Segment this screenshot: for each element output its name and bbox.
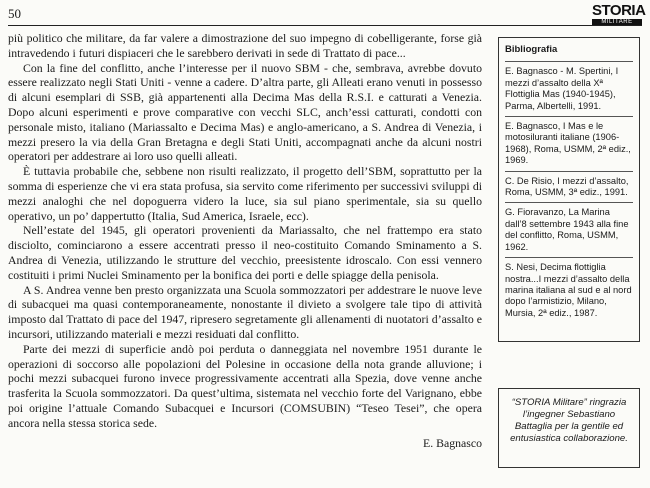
article-body [8, 31, 482, 450]
bibliography-entry: C. De Risio, I mezzi d’assalto, Roma, USMM, 3ª ediz., 1991. [505, 171, 633, 199]
bibliography-entry: S. Nesi, Decima flottiglia nostra...I mezzi d’assalto della marina italiana al sud e al nord dopo l’armistizio, Milano, Mursia, 2ª ediz., 1987. [505, 257, 633, 319]
logo-main: STORIA [592, 2, 646, 19]
article-paragraph: Parte dei mezzi di superficie andò poi perduta o danneggiata nel novembre 1951 durante le operazioni di soccorso alle popolazioni del Polesine in occasione della nota grande alluvione; i pochi mezzi subacquei furono invece progressivamente accentrati alla Spezia, dove venne anche trasferita la Scuola sommozzatori. Da quest’ultima, sistemata nel vecchio forte del Varignano, ebbe poi origine l’attuale Comando Subacquei e Incursori (COMSUBIN) “Teseo Tesei”, che opera ancora nella stessa storica sede. [8, 341, 482, 430]
bibliography-entry: E. Bagnasco - M. Spertini, I mezzi d’assalto della Xª Flottiglia Mas (1940-1945), Parma, Albertelli, 1991. [505, 61, 633, 112]
article-paragraph: A S. Andrea venne ben presto organizzata una Scuola sommozzatori per addestrare le nuove leve di subacquei ma quasi contemporaneamente, nonostante il divieto a svolgere tale tipo di attività imposto dal Trattato di pace del 1947, ripresero segretamente gli allenamenti di nuotatori d’assalto e incursori, utilizzando materiali e mezzi residuati dal conflitto. [8, 282, 482, 341]
article-paragraph: È tuttavia probabile che, sebbene non risulti realizzato, il progetto dell’SBM, soprattutto per la somma di esperienze che vi era stata profusa, sia servito come riferimento per successivi sviluppi di mezzi analoghi che nel dopoguerra videro la luce, sia sul piano sperimentale, sia su quello operativo, un po’ dappertutto (Italia, Sud America, Israele, ecc). [8, 164, 482, 223]
article-signature: E. Bagnasco [423, 435, 482, 450]
bibliography-box [498, 37, 640, 342]
acknowledgement-box: “STORIA Militare” ringrazia l’ingegner Sebastiano Battaglia per la gentile ed entusiastica collaborazione. [498, 388, 640, 468]
magazine-logo [592, 2, 646, 26]
bibliography-entry: G. Fioravanzo, La Marina dall’8 settembre 1943 alla fine del conflitto, Roma, USMM, 1962. [505, 202, 633, 253]
page-number: 50 [8, 6, 21, 21]
bibliography-entry: E. Bagnasco, I Mas e le motosiluranti italiane (1906-1968), Roma, USMM, 2ª ediz., 1969. [505, 116, 633, 167]
article-paragraph: più politico che militare, da far valere a dimostrazione del suo impegno di cobelligerante, forse già intravedendo i futuri dispiaceri che le sarebbero derivati in sede di Trattato di pace... [8, 31, 482, 60]
logo-sub: MILITARE [592, 19, 642, 26]
article-paragraph: Nell’estate del 1945, gli operatori provenienti da Mariassalto, che nel frattempo era stato disciolto, cominciarono a essere accentrati presso il neo-costituito Comando Sminamento a S. Andrea di Venezia, utilizzando le strutture del vecchio, preesistente idroscalo. Con essi vennero costituiti i primi Nuclei Sminamento per la bonifica dei porti e delle spiagge della penisola. [8, 223, 482, 282]
bibliography-title: Bibliografia [505, 44, 558, 55]
header-rule [8, 25, 642, 26]
article-paragraph: Con la fine del conflitto, anche l’interesse per il nuovo SBM - che, sembrava, avrebbe dovuto essere realizzato negli Stati Uniti - venne a cadere. D’altra parte, gli Alleati erano venuti in possesso di alcuni esemplari di SSB, già appartenenti alla Decima Mas della R.S.I. e catturati a Venezia. Dopo alcuni esperimenti e prove comparative con vecchi SLC, anch’essi catturati, condotti con personale misto, italiano (Mariassalto e Decima Mas) e anglo-americano, a S. Andrea di Venezia, i mezzi presero la via della Gran Bretagna e degli Stati Uniti, accompagnati anche da alcuni nostri operatori per addestrare ai loro uso quelli alleati. [8, 60, 482, 164]
